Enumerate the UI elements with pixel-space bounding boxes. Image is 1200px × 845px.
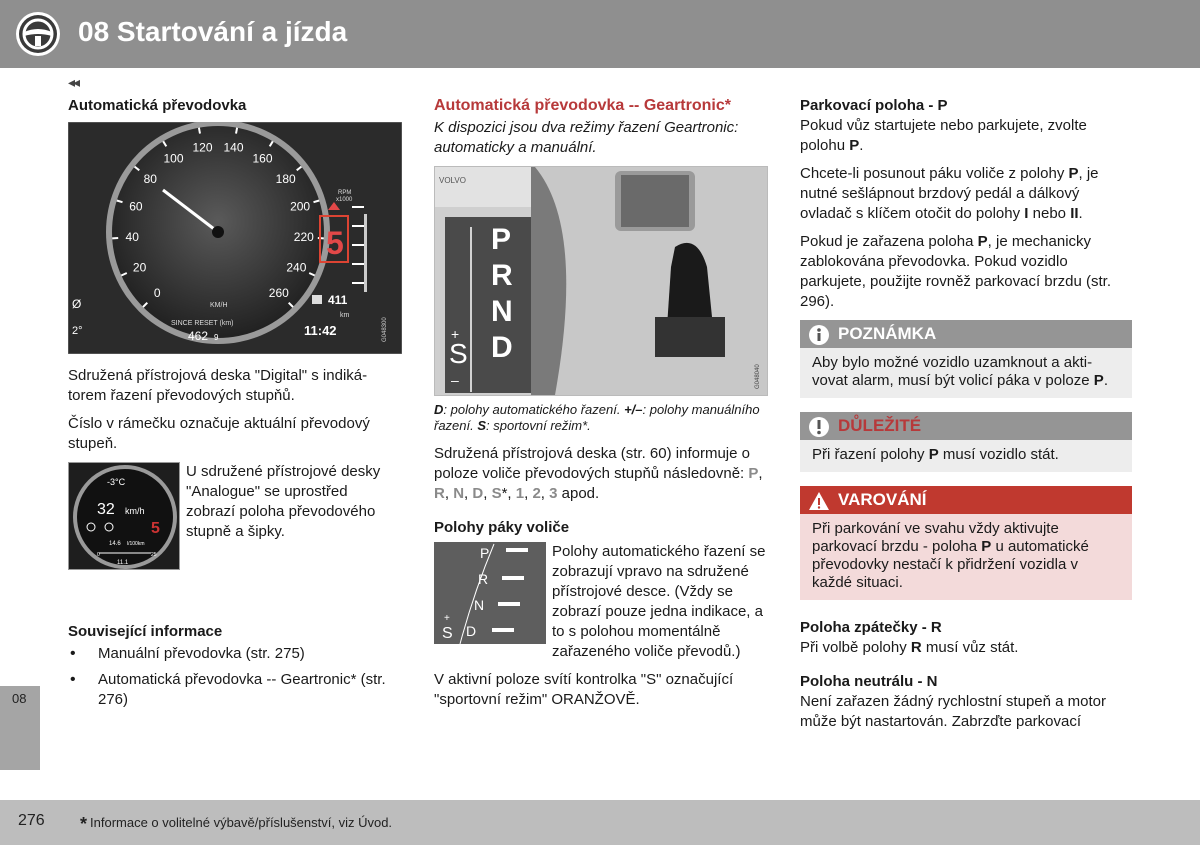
footnote-star: *	[80, 814, 88, 834]
gear-minus: –	[451, 372, 459, 388]
fuel-pump-icon	[312, 295, 322, 304]
speed-tick-label: 140	[223, 140, 244, 155]
outside-temp: 2°	[72, 325, 83, 337]
column-1	[68, 96, 398, 716]
cluster-description: Sdružená přístrojová deska "Digital" s indikátorem řazení převodových stupňů.	[68, 367, 368, 404]
mini-scale-low: 0	[97, 552, 100, 558]
park-heading: Parkovací poloha - P	[800, 97, 948, 114]
photo-caption: D: polohy automatického řazení. +/–: polohy manuálního řazení. S: sportovní režim*.	[434, 402, 760, 433]
speed-tick-mark	[236, 128, 237, 134]
gear-indicator: 5	[326, 225, 344, 261]
speed-tick-label: 220	[293, 230, 314, 245]
chapter-tab-label: 08	[12, 691, 27, 706]
footnote	[80, 814, 392, 835]
gear-frame-description: Číslo v rámečku označuje aktuální převodový stupeň.	[68, 415, 370, 452]
mini-gear-indicator: 5	[151, 520, 160, 537]
neutral-heading: Poloha neutrálu - N	[800, 673, 938, 690]
trip-label: SINCE RESET (km)	[171, 320, 234, 327]
range-value: 411	[328, 293, 348, 307]
important-title: DŮLEŽITÉ	[838, 416, 922, 435]
speed-tick-label: 240	[286, 260, 307, 275]
digital-cluster-graphic	[68, 122, 402, 354]
selector-positions-graphic	[434, 542, 546, 644]
gear-letter-p: P	[491, 223, 512, 256]
mini-speed-unit: km/h	[125, 506, 145, 516]
park-text-3: Pokud je zařazena poloha P, je mechanicky zablokována převodovka. Pokud vozidlo parkujete, použijte rovněž parkovací brzdu (str. 296).	[800, 233, 1111, 310]
selector-text: Polohy automatického řazení se zobrazují vpravo na sdružené přístrojové desce. (Vždy se zobrazí pouze jedna indikace, a to s polohou momentálně zařazeného voliče převodů.)	[552, 543, 766, 660]
image-code: G048040	[755, 364, 761, 389]
gear-lever-graphic	[435, 167, 767, 395]
speed-tick-label: 160	[252, 151, 273, 166]
speed-tick-label: 200	[290, 199, 311, 214]
section-heading: Automatická převodovka	[68, 97, 247, 114]
svg-text:D: D	[466, 623, 477, 639]
speed-tick-mark	[199, 128, 200, 134]
section-heading: Automatická převodovka -- Geartronic*	[434, 97, 731, 114]
related-heading: Související informace	[68, 623, 223, 640]
fuel-consumption-icon: Ø	[72, 297, 82, 311]
svg-text:N: N	[474, 597, 485, 613]
trip-decimal: 9	[214, 333, 219, 342]
selector-block	[434, 542, 770, 662]
park-text-1: Pokud vůz startujete nebo parkujete, zvolte polohu P.	[800, 117, 1087, 154]
page-number: 276	[18, 812, 45, 829]
info-icon	[808, 324, 830, 346]
svg-text:P: P	[480, 545, 490, 561]
gear-lever-photo	[434, 166, 768, 396]
analogue-cluster-block	[68, 462, 398, 570]
note-box	[800, 320, 1132, 398]
analogue-cluster-graphic	[69, 463, 181, 571]
previous-page-link[interactable]: ◂◂	[68, 74, 79, 90]
speed-tick-label: 260	[268, 285, 289, 300]
speed-unit: KM/H	[210, 302, 228, 309]
gear-letter-r: R	[491, 259, 513, 292]
column-3	[800, 96, 1132, 740]
speed-tick-label: 120	[192, 140, 213, 155]
mini-scale-high: 25	[151, 552, 157, 558]
important-box	[800, 412, 1132, 472]
mini-temp: -3°C	[107, 477, 126, 487]
selector-heading: Polohy páky voliče	[434, 519, 570, 536]
gear-display-text: Sdružená přístrojová deska (str. 60) informuje o poloze voliče převodových stupňů následovně: P, R, N, D, S*, 1, 2, 3 apod.	[434, 445, 763, 502]
rpm-label: RPM	[338, 190, 352, 196]
brand-logo-text: VOLVO	[439, 176, 466, 185]
important-body: Při řazení polohy P musí vozidlo stát.	[800, 440, 1132, 472]
gear-plus: +	[451, 326, 460, 342]
analogue-cluster-image	[68, 462, 180, 570]
steering-wheel-icon	[14, 10, 62, 58]
column-2	[434, 96, 770, 718]
gear-letter-s: S	[449, 338, 468, 369]
speed-tick-label: 180	[275, 172, 296, 186]
speed-tick-label: 60	[129, 199, 143, 214]
sport-mode-text: V aktivní poloze svítí kontrolka "S" označující "sportovní režim" ORANŽOVĚ.	[434, 671, 734, 708]
analogue-cluster-text: U sdružené přístrojové desky "Analogue" se uprostřed zobrazí poloha převodového stupně a šipky.	[186, 463, 381, 540]
selector-positions-image	[434, 542, 546, 644]
mini-odo: 11.1	[117, 560, 129, 566]
speed-tick-label: 0	[153, 285, 161, 300]
related-link[interactable]: • Automatická převodovka -- Geartronic* (str. 276)	[68, 670, 398, 710]
neutral-text: Není zařazen žádný rychlostní stupeň a motor může být nastartován. Zabrzďte parkovací	[800, 693, 1106, 730]
speed-tick-label: 20	[132, 260, 147, 275]
svg-text:+: +	[444, 613, 450, 624]
speed-tick-label: 100	[163, 151, 184, 166]
mini-speed: 32	[97, 501, 115, 518]
park-text-2: Chcete-li posunout páku voliče z polohy P, je nutné sešlápnout brzdový pedál a dálkový ovladač s klíčem otočit do polohy I nebo II.	[800, 165, 1099, 222]
note-title: POZNÁMKA	[838, 324, 937, 343]
trip-value: 462	[188, 329, 209, 343]
reverse-text: Při volbě polohy R musí vůz stát.	[800, 639, 1019, 656]
warning-box	[800, 486, 1132, 600]
mini-consumption-unit: l/100km	[127, 541, 145, 547]
speed-tick-label: 40	[125, 230, 139, 245]
svg-text:R: R	[478, 571, 489, 587]
related-link[interactable]: • Manuální převodovka (str. 275)	[68, 644, 398, 664]
mini-consumption: 14.6	[109, 541, 121, 547]
clock-time: 11:42	[304, 323, 337, 338]
exclamation-icon	[808, 416, 830, 438]
range-unit: km	[340, 312, 350, 319]
intro-text: K dispozici jsou dva režimy řazení Geartronic: automaticky a manuální.	[434, 119, 739, 156]
chapter-title: 08 Startování a jízda	[78, 16, 348, 47]
warning-body: Při parkování ve svahu vždy aktivujte parkovací brzdu - poloha P u automatické převodovky nestačí k přidržení vozidla v každé situaci.	[800, 514, 1132, 600]
svg-text:S: S	[442, 625, 453, 642]
footnote-text: Informace o volitelné výbavě/příslušenství, viz Úvod.	[90, 815, 393, 830]
digital-cluster-image	[68, 122, 402, 354]
speed-tick-label: 80	[143, 172, 157, 186]
svg-text:x1000: x1000	[336, 197, 353, 203]
reverse-heading: Poloha zpátečky - R	[800, 619, 942, 636]
related-list	[68, 644, 398, 710]
gear-letter-n: N	[491, 295, 513, 328]
image-code: G048300	[382, 317, 388, 342]
warning-title: VAROVÁNÍ	[838, 490, 927, 509]
warning-triangle-icon	[808, 490, 830, 512]
gear-letter-d: D	[491, 331, 513, 364]
note-body: Aby bylo možné vozidlo uzamknout a aktivovat alarm, musí být volicí páka v poloze P.	[800, 348, 1132, 398]
